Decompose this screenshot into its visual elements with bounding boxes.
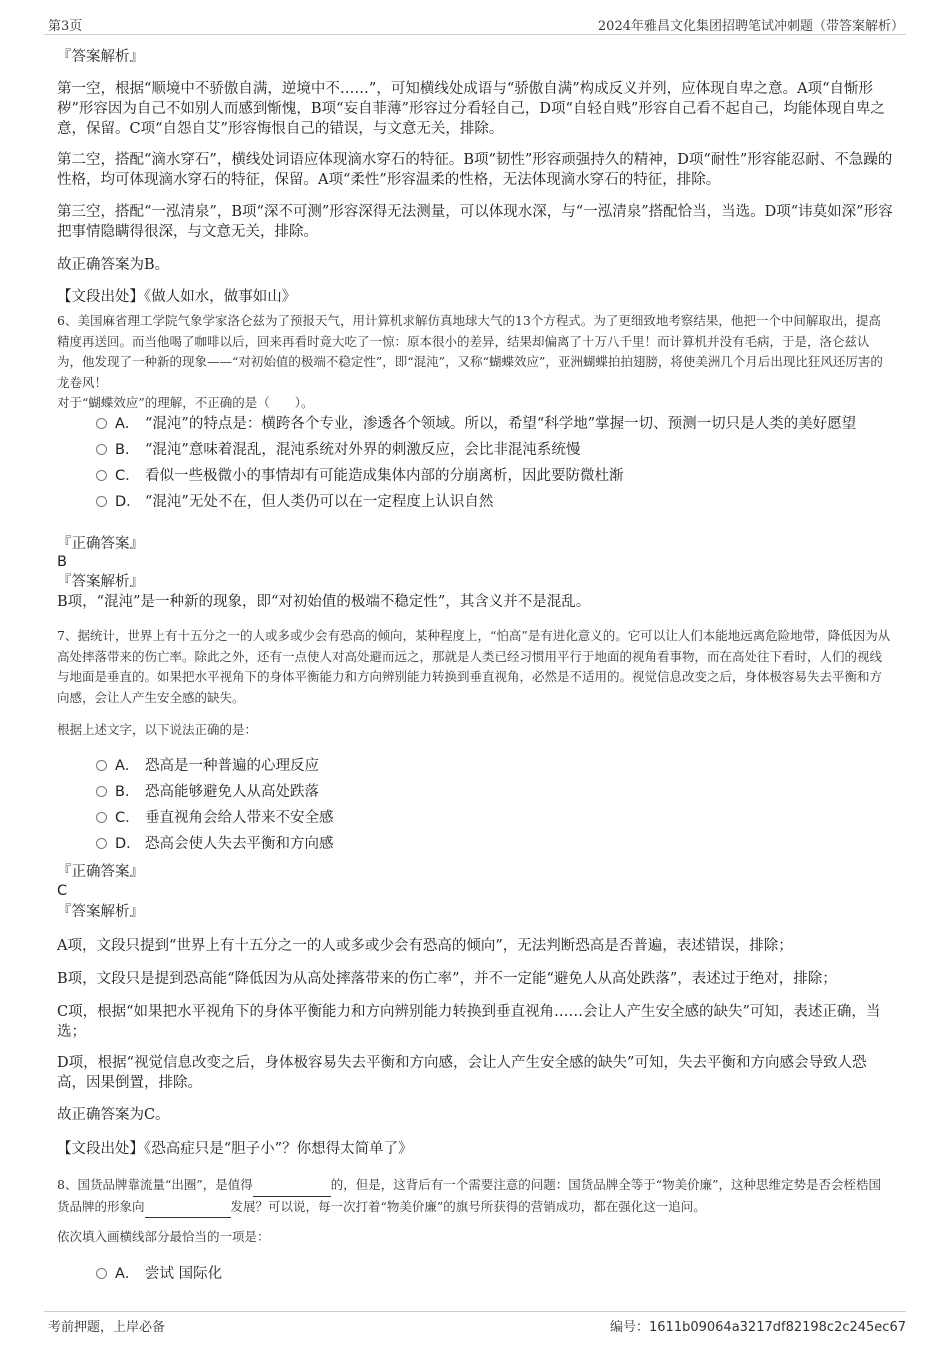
q6-option-c[interactable]: C． 看似一些极微小的事情却有可能造成集体内部的分崩离析，因此要防微杜渐 bbox=[96, 466, 624, 486]
radio-icon[interactable] bbox=[96, 418, 107, 429]
radio-icon[interactable] bbox=[96, 760, 107, 771]
q6-answer: B bbox=[57, 554, 67, 570]
q7-source: 【文段出处】《恐高症只是“胆子小”？你想得太简单了》 bbox=[57, 1141, 413, 1157]
page-header bbox=[44, 12, 906, 35]
q7-analysis-c: C项，根据“如果把水平视角下的身体平衡能力和方向辨别能力转换到垂直视角……会让人产生安全感的缺失”可知，表述正确，当选； bbox=[57, 1004, 881, 1040]
q6-question: 对于“蝴蝶效应”的理解，不正确的是（ ）。 bbox=[57, 395, 314, 410]
q5-analysis-para3: 第三空，搭配“一泓清泉”，B项“深不可测”形容深得无法测量，可以体现水深，与“一泓清泉”搭配恰当，当选。D项“讳莫如深”形容把事情隐瞒得很深，与文意无关，排除。 bbox=[57, 204, 893, 240]
q6-option-b[interactable]: B． “混沌”意味着混乱，混沌系统对外界的刺激反应，会比非混沌系统慢 bbox=[96, 440, 580, 460]
q8-stem: 8、国货品牌靠流量“出圈”，是值得 的，但是，这背后有一个需要注意的问题：国货品牌全等于“物美价廉”，这种思维定势是否会桎梏国货品牌的形象向 发展？可以说，每一次打着“物美价廉”的旗号所获得的营销成功，都在强化这一追问。 bbox=[57, 1175, 893, 1218]
document-code: 编号：1611b09064a3217df82198c2c245ec67 bbox=[610, 1320, 906, 1335]
q6-option-d[interactable]: D． “混沌”无处不在，但人类仍可以在一定程度上认识自然 bbox=[96, 492, 493, 512]
q7-conclusion: 故正确答案为C。 bbox=[57, 1107, 170, 1123]
q5-conclusion: 故正确答案为B。 bbox=[57, 257, 170, 273]
radio-icon[interactable] bbox=[96, 496, 107, 507]
footer-note: 考前押题，上岸必备 bbox=[48, 1320, 166, 1335]
q6-analysis-label: 『答案解析』 bbox=[57, 574, 144, 590]
q8-question: 依次填入画横线部分最恰当的一项是： bbox=[57, 1229, 270, 1244]
q7-question: 根据上述文字，以下说法正确的是： bbox=[57, 722, 258, 737]
q8-option-a[interactable]: A． 尝试 国际化 bbox=[96, 1264, 222, 1284]
q6-option-a[interactable]: A． “混沌”的特点是：横跨各个专业，渗透各个领域。所以，希望“科学地”掌握一切、预测一切只是人类的美好愿望 bbox=[96, 414, 856, 434]
q7-analysis-b: B项，文段只是提到恐高能“降低因为从高处摔落带来的伤亡率”，并不一定能“避免人从高处跌落”，表述过于绝对，排除； bbox=[57, 971, 837, 987]
q5-analysis-para2: 第二空，搭配“滴水穿石”，横线处词语应体现滴水穿石的特征。B项“韧性”形容顽强持久的精神，D项“耐性”形容能忍耐、不急躁的性格，均可体现滴水穿石的特征，保留。A项“柔性”形容温柔的性格，无法体现滴水穿石的特征，排除。 bbox=[57, 152, 893, 188]
page-footer bbox=[44, 1311, 906, 1338]
q7-stem: 7、据统计，世界上有十五分之一的人或多或少会有恐高的倾向，某种程度上，“怕高”是有进化意义的。它可以让人们本能地远离危险地带，降低因为从高处摔落带来的伤亡率。除此之外，还有一点使人对高处避而远之，那就是人类已经习惯用平行于地面的视角看事物，而在高处往下看时，人们的视线与地面是垂直的。如果把水平视角下的身体平衡能力和方向辨别能力转换到垂直视角，必然是不适用的。视觉信息改变之后，身体极容易失去平衡和方向感，会让人产生安全感的缺失。 bbox=[57, 628, 891, 705]
radio-icon[interactable] bbox=[96, 470, 107, 481]
q5-source: 【文段出处】《做人如水，做事如山》 bbox=[57, 289, 297, 305]
fill-blank-1[interactable] bbox=[253, 1175, 331, 1197]
q7-option-d[interactable]: D． 恐高会使人失去平衡和方向感 bbox=[96, 834, 334, 854]
q7-option-a[interactable]: A． 恐高是一种普遍的心理反应 bbox=[96, 756, 319, 776]
q6-answer-label: 『正确答案』 bbox=[57, 536, 144, 552]
radio-icon[interactable] bbox=[96, 838, 107, 849]
radio-icon[interactable] bbox=[96, 786, 107, 797]
q7-analysis-label: 『答案解析』 bbox=[57, 904, 144, 920]
q6-stem: 6、美国麻省理工学院气象学家洛仑兹为了预报天气，用计算机求解仿真地球大气的13个方程式。为了更细致地考察结果，他把一个中间解取出，提高精度再送回。而当他喝了咖啡以后，回来再看时竟大吃了一惊：原本很小的差异，结果却偏离了十万八千里！而计算机并没有毛病，于是，洛仑兹认为，他发现了一种新的现象——“对初始值的极端不稳定性”，即“混沌”，又称“蝴蝶效应”，亚洲蝴蝶拍拍翅膀，将使美洲几个月后出现比狂风还厉害的龙卷风！ bbox=[57, 313, 883, 390]
q5-analysis-label: 『答案解析』 bbox=[57, 49, 144, 65]
q7-answer-label: 『正确答案』 bbox=[57, 864, 144, 880]
q7-option-b[interactable]: B． 恐高能够避免人从高处跌落 bbox=[96, 782, 319, 802]
page-number: 第3页 bbox=[48, 19, 83, 34]
q5-analysis-para1: 第一空，根据“顺境中不骄傲自满，逆境中不……”，可知横线处成语与“骄傲自满”构成反义并列，应体现自卑之意。A项“自惭形秽”形容因为自己不如别人而感到惭愧，B项“妄自菲薄”形容过分看轻自己，D项“自轻自贱”形容自己看不起自己，均能体现自卑之意，保留。C项“自怨自艾”形容悔恨自己的错误，与文意无关，排除。 bbox=[57, 81, 885, 137]
q7-option-c[interactable]: C． 垂直视角会给人带来不安全感 bbox=[96, 808, 334, 828]
radio-icon[interactable] bbox=[96, 1268, 107, 1279]
radio-icon[interactable] bbox=[96, 812, 107, 823]
q7-answer: C bbox=[57, 883, 68, 899]
fill-blank-2[interactable] bbox=[145, 1197, 231, 1219]
q7-analysis-a: A项，文段只提到“世界上有十五分之一的人或多或少会有恐高的倾向”，无法判断恐高是否普遍，表述错误，排除； bbox=[57, 938, 793, 954]
q6-analysis: B项，“混沌”是一种新的现象，即“对初始值的极端不稳定性”，其含义并不是混乱。 bbox=[57, 594, 591, 610]
radio-icon[interactable] bbox=[96, 444, 107, 455]
q7-analysis-d: D项，根据“视觉信息改变之后，身体极容易失去平衡和方向感，会让人产生安全感的缺失”可知，失去平衡和方向感会导致人恐高，因果倒置，排除。 bbox=[57, 1055, 867, 1091]
document-title: 2024年雅昌文化集团招聘笔试冲刺题（带答案解析） bbox=[597, 19, 904, 34]
